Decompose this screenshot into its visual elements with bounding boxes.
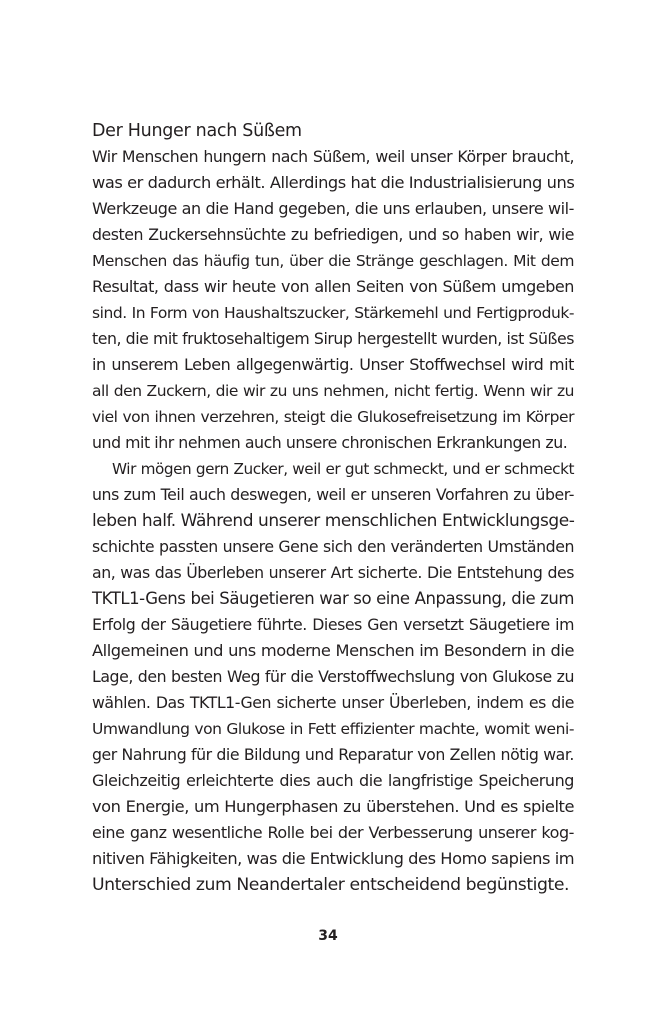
paragraph-line: von Energie, um Hungerphasen zu überstehen. Und es spielte	[92, 797, 574, 816]
paragraph-line: TKTL1-Gens bei Säugetieren war so eine Anpassung, die zum	[92, 589, 574, 608]
paragraph-line: nitiven Fähigkeiten, was die Entwicklung des Homo sapiens im	[92, 849, 575, 868]
paragraph-line: Resultat, dass wir heute von allen Seiten von Süßem umgeben	[92, 277, 574, 296]
paragraph-line: sind. In Form von Haushaltszucker, Stärkemehl und Fertigproduk-	[92, 304, 574, 322]
page-number: 34	[318, 928, 338, 944]
paragraph-line: Lage, den besten Weg für die Verstoffwechslung von Glukose zu	[92, 667, 574, 686]
paragraph-line: viel von ihnen verzehren, steigt die Glukosefreisetzung im Körper	[92, 408, 574, 426]
paragraph-line: in unserem Leben allgegenwärtig. Unser Stoffwechsel wird mit	[92, 355, 574, 374]
paragraph-line: Menschen das häufig tun, über die Stränge geschlagen. Mit dem	[92, 252, 574, 270]
paragraph-line: leben half. Während unserer menschlichen Entwicklungsge-	[92, 511, 575, 531]
paragraph-line: ten, die mit fruktosehaltigem Sirup hergestellt wurden, ist Süßes	[92, 329, 574, 348]
paragraph-line: Werkzeuge an die Hand gegeben, die uns erlauben, unsere wil-	[92, 199, 574, 218]
paragraph-line: all den Zuckern, die wir zu uns nehmen, nicht fertig. Wenn wir zu	[92, 382, 574, 400]
paragraph-line: Unterschied zum Neandertaler entscheidend begünstigte.	[92, 875, 570, 895]
paragraph-line: an, was das Überleben unserer Art sicherte. Die Entstehung des	[92, 563, 574, 582]
paragraph-line: Erfolg der Säugetiere führte. Dieses Gen versetzt Säugetiere im	[92, 615, 574, 634]
paragraph-line: ger Nahrung für die Bildung und Reparatur von Zellen nötig war.	[92, 745, 574, 764]
paragraph-line: Wir mögen gern Zucker, weil er gut schmeckt, und er schmeckt	[112, 460, 574, 478]
paragraph-line: Allgemeinen und uns moderne Menschen im Besondern in die	[92, 641, 574, 660]
paragraph-line: Gleichzeitig erleichterte dies auch die langfristige Speicherung	[92, 771, 574, 790]
paragraph-line: eine ganz wesentliche Rolle bei der Verbesserung unserer kog-	[92, 823, 574, 842]
paragraph-line: was er dadurch erhält. Allerdings hat die Industrialisierung uns	[92, 173, 575, 192]
paragraph-line: uns zum Teil auch deswegen, weil er unseren Vorfahren zu über-	[92, 485, 574, 504]
paragraph-line: und mit ihr nehmen auch unsere chronischen Erkrankungen zu.	[92, 433, 568, 452]
paragraph-line: wählen. Das TKTL1-Gen sicherte unser Überleben, indem es die	[92, 693, 574, 712]
section-heading: Der Hunger nach Süßem	[92, 121, 302, 141]
paragraph-line: Wir Menschen hungern nach Süßem, weil unser Körper braucht,	[92, 147, 574, 166]
paragraph-line: Umwandlung von Glukose in Fett effizienter machte, womit weni-	[92, 720, 574, 738]
paragraph-line: desten Zuckersehnsüchte zu befriedigen, und so haben wir, wie	[92, 225, 574, 244]
paragraph-line: schichte passten unsere Gene sich den veränderten Umständen	[92, 537, 574, 556]
